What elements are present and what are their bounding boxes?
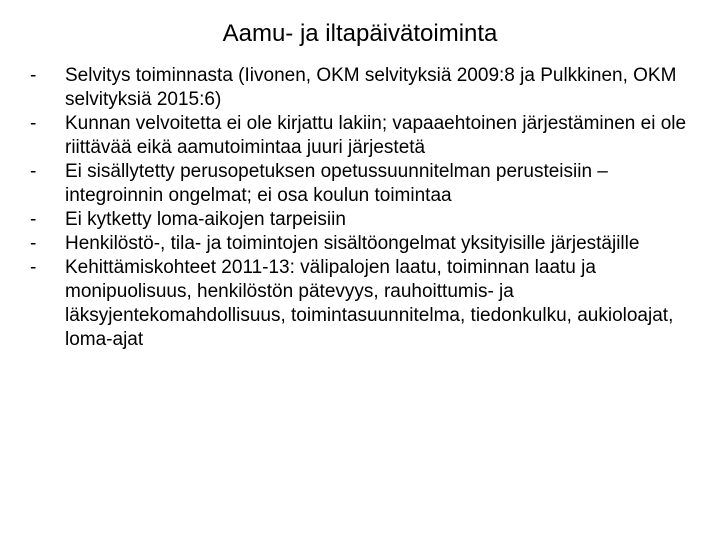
bullet-list <box>30 64 690 352</box>
bullet-text: Ei kytketty loma-aikojen tarpeisiin <box>65 209 346 230</box>
bullet-item <box>30 208 690 232</box>
bullet-marker: - <box>30 161 37 182</box>
slide-title: Aamu- ja iltapäivätoiminta <box>222 20 498 47</box>
bullet-text: Selvitys toiminnasta (Iivonen, OKM selvityksiä 2009:8 ja Pulkkinen, OKM selvityksiä 2015:6) <box>65 65 677 110</box>
bullet-text: Henkilöstö-, tila- ja toimintojen sisältöongelmat yksityisille järjestäjille <box>65 233 640 254</box>
bullet-item <box>30 160 690 208</box>
bullet-marker: - <box>30 257 37 278</box>
bullet-item <box>30 64 690 112</box>
bullet-item <box>30 112 690 160</box>
bullet-item <box>30 256 690 352</box>
bullet-marker: - <box>30 113 37 134</box>
bullet-text: Kunnan velvoitetta ei ole kirjattu lakiin; vapaaehtoinen järjestäminen ei ole riittävää eikä aamutoimintaa juuri järjestetä <box>65 113 687 158</box>
bullet-text: Ei sisällytetty perusopetuksen opetussuunnitelman perusteisiin – integroinnin ongelmat; ei osa koulun toimintaa <box>65 161 608 206</box>
bullet-item <box>30 232 690 256</box>
bullet-marker: - <box>30 65 37 86</box>
bullet-marker: - <box>30 209 37 230</box>
bullet-marker: - <box>30 233 37 254</box>
bullet-text: Kehittämiskohteet 2011-13: välipalojen laatu, toiminnan laatu ja monipuolisuus, henkilöstön pätevyys, rauhoittumis- ja läksyjentekomahdollisuus, toimintasuunnitelma, tiedonkulku, aukioloajat, loma-ajat <box>65 257 674 350</box>
